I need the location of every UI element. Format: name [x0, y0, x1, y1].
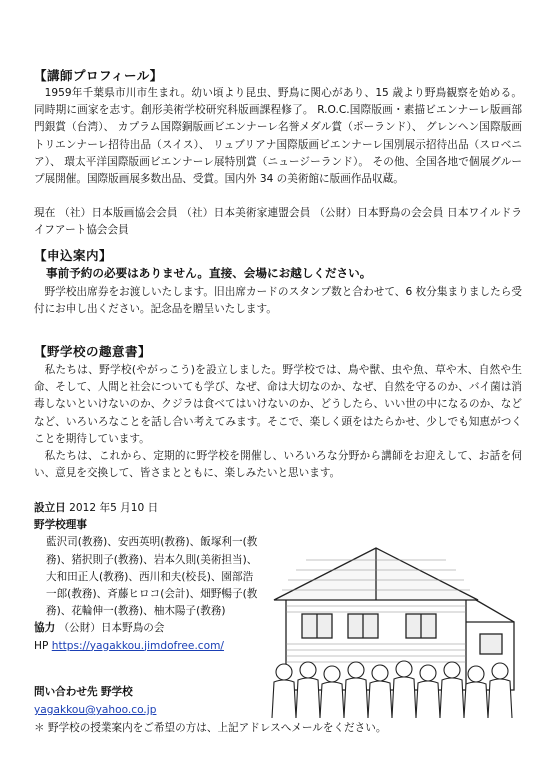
application-emphasis: 事前予約の必要はありません。直接、会場にお越しください。 — [46, 266, 372, 280]
founding-date-line — [34, 500, 274, 517]
contact-label: 問い合わせ先 — [34, 686, 98, 698]
homepage-line — [34, 638, 274, 655]
purpose-paragraph-1: 私たちは、野学校(やがっこう)を設立しました。野学校では、鳥や獣、虫や魚、草や木、自然や生命、そして、人間と社会についても学び、なぜ、命は大切なのか、なぜ、自然を守るのか、バイ菌は消毒しないといけないのか、クジラは食べてはいけないのか、どうしたら、いい世の中になるのか、などなど、いろいろなことを話し合い考えてみます。そこで、楽しく頭をはたらかせ、少しでも知恵がつくことを期待しています。 — [34, 364, 522, 445]
application-heading: 【申込案内】 — [34, 248, 113, 263]
application-body: 野学校出席券をお渡しいたします。旧出席カードのスタンプ数と合わせて、6 枚分集まりましたら受付にお申し出ください。記念品を贈呈いたします。 — [34, 286, 522, 316]
founding-info — [34, 500, 274, 655]
contact-line — [34, 684, 133, 701]
purpose-heading: 【野学校の趣意書】 — [34, 344, 152, 359]
profile-heading: 【講師プロフィール】 — [34, 68, 163, 83]
founding-label: 設立日 — [34, 502, 66, 514]
contact-name: 野学校 — [100, 686, 133, 698]
purpose-paragraph-2: 私たちは、これから、定期的に野学校を開催し、いろいろな分野から講師をお迎えして、お話を伺い、意見を交換して、皆さまとともに、楽しみたいと思います。 — [34, 450, 522, 480]
contact-email[interactable]: yagakkou@yahoo.co.jp — [34, 704, 157, 716]
founding-date: 2012 年5 月10 日 — [69, 502, 159, 514]
homepage-link[interactable]: https://yagakkou.jimdofree.com/ — [51, 639, 225, 652]
contact-note: ＊ 野学校の授業案内をご希望の方は、上記アドレスへメールをください。 — [34, 722, 387, 734]
hp-label: HP — [34, 639, 49, 652]
schoolhouse-illustration — [256, 540, 526, 718]
directors-list: 藍沢司(教務)、安西英明(教務)、飯塚利一(教務)、猪択則子(教務)、岩本久則(美術担当)、大和田正人(教務)、西川和夫(校長)、園部浩一郎(教務)、斉藤ヒロコ(会計)、畑野暢子(教務)、花輪伸一(教務)、柚木陽子(教務) — [46, 536, 258, 618]
cooperation-value: （公財）日本野鳥の会 — [58, 622, 165, 635]
cooperation-label: 協力 — [34, 622, 56, 635]
directors-label: 野学校理事 — [34, 519, 87, 532]
profile-membership: 現在 （社）日本版画協会会員 （社）日本美術家連盟会員 （公財）日本野鳥の会会員 日本ワイルドライフアート協会会員 — [34, 207, 522, 237]
profile-body: 1959年千葉県市川市生まれ。幼い頃より昆虫、野鳥に関心があり、15 歳より野鳥観察を始める。同時期に画家を志す。創形美術学校研究科版画課程修了。 R.O.C.国際版画・素描ビエンナーレ版画部門銀賞（台湾）、 カプラム国際銅版画ビエンナーレ名誉メダル賞（ポーランド）、 グレンヘン国際版画トリエンナーレ招待出品（スイス）、 リュブリアナ国際版画ビエンナーレ国別展示招待出品（スロベニア）、 環太平洋国際版画ビエンナーレ展特別賞（ニュージーランド）。 その他、全国各地で個展グループ展開催。国際版画展多数出品、受賞。国内外 34 の美術館に版画作品収蔵。 — [34, 87, 522, 186]
cooperation-line — [34, 620, 274, 637]
